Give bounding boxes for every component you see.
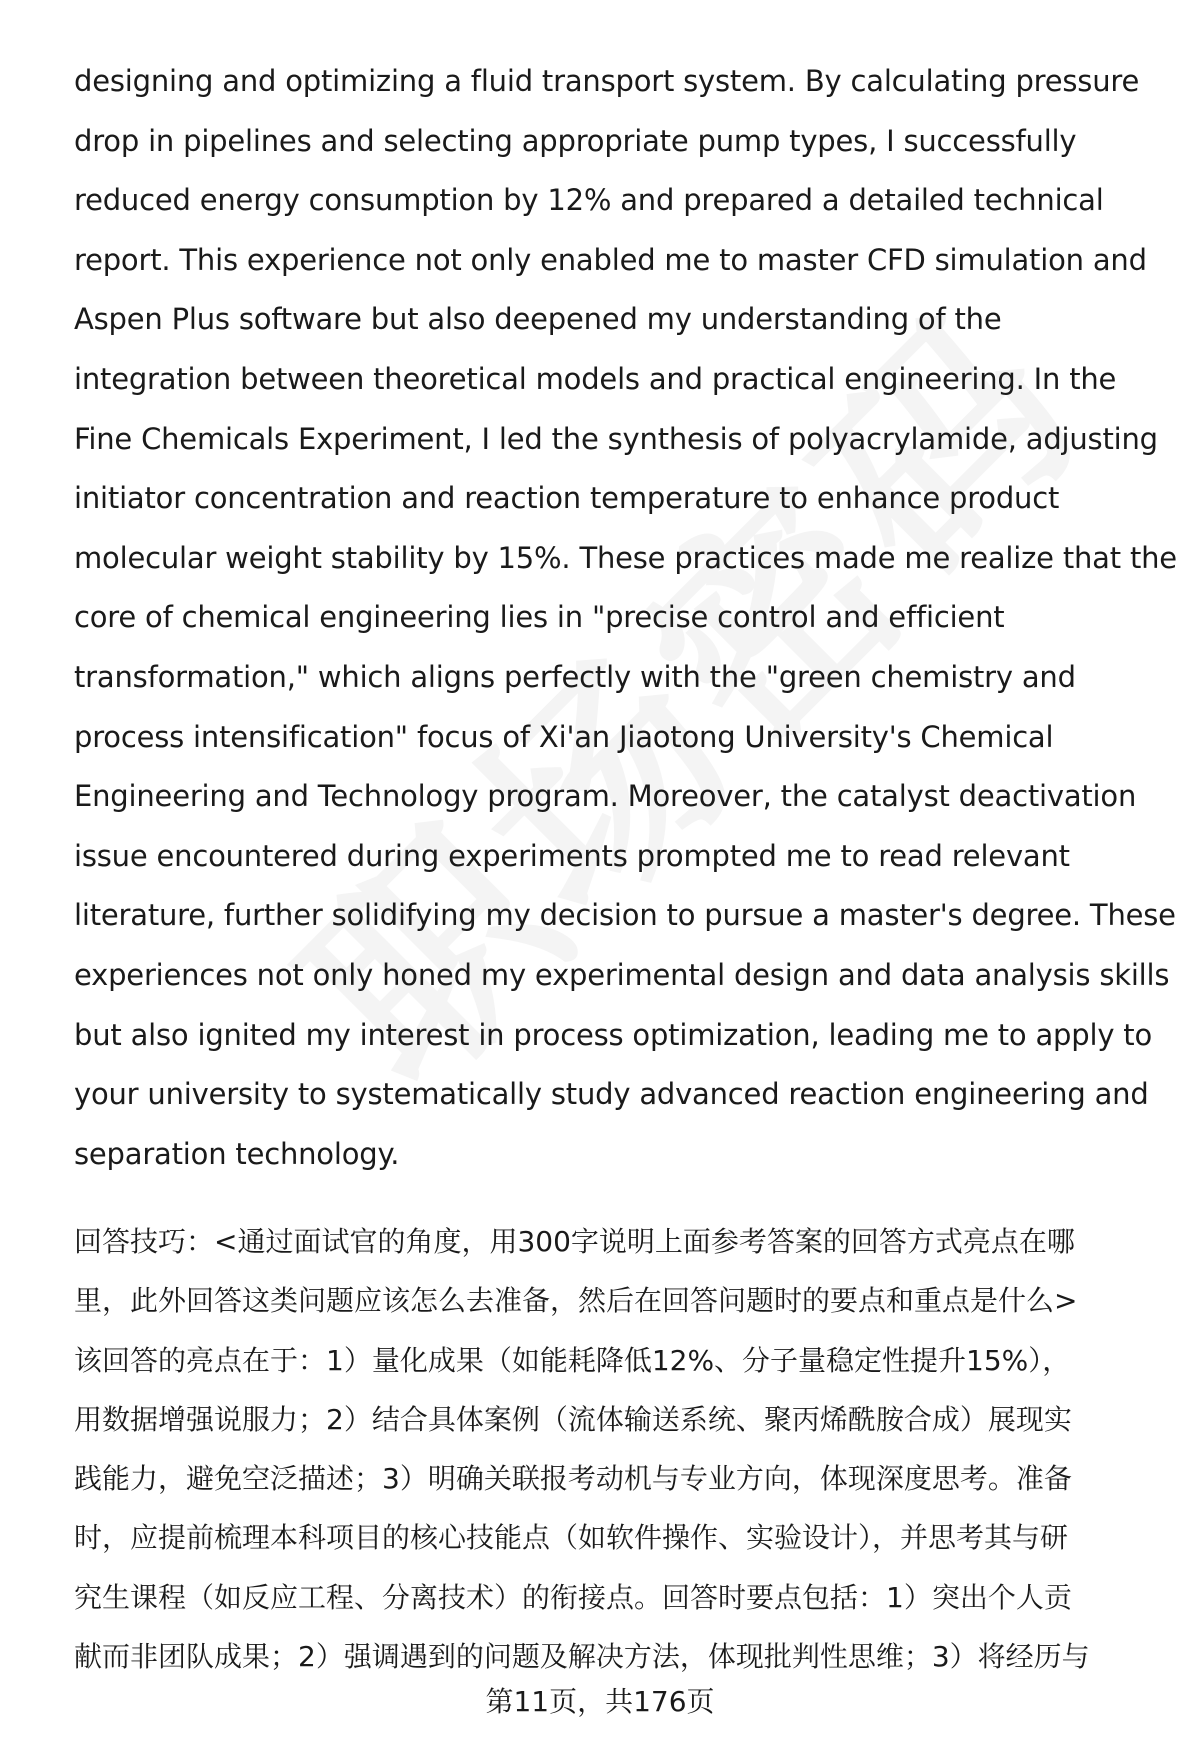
paragraph-line: drop in pipelines and selecting appropriate pump types, I successfully — [74, 123, 1077, 158]
paragraph-line: report. This experience not only enabled me to master CFD simulation and — [74, 242, 1147, 277]
paragraph-line: but also ignited my interest in process optimization, leading me to apply to — [74, 1017, 1153, 1052]
page-body — [74, 52, 1177, 1686]
english-paragraph — [74, 52, 1177, 1184]
tips-line: 究生课程（如反应工程、分离技术）的衔接点。回答时要点包括：1）突出个人贡 — [74, 1580, 1072, 1614]
paragraph-line: Aspen Plus software but also deepened my understanding of the — [74, 302, 1002, 337]
paragraph-line: separation technology. — [74, 1136, 400, 1171]
paragraph-line: integration between theoretical models and practical engineering. In the — [74, 361, 1117, 396]
paragraph-line: designing and optimizing a fluid transport system. By calculating pressure — [74, 64, 1140, 98]
paragraph-line: experiences not only honed my experimental design and data analysis skills — [74, 957, 1170, 992]
page-number: 第11页，共176页 — [485, 1685, 715, 1718]
paragraph-line: transformation," which aligns perfectly with the "green chemistry and — [74, 659, 1076, 694]
tips-line: 献而非团队成果；2）强调遇到的问题及解决方法，体现批判性思维；3）将经历与 — [74, 1639, 1090, 1673]
tips-line: 时，应提前梳理本科项目的核心技能点（如软件操作、实验设计），并思考其与研 — [74, 1521, 1069, 1555]
paragraph-line: molecular weight stability by 15%. These practices made me realize that the — [74, 540, 1177, 575]
tips-line: 用数据增强说服力；2）结合具体案例（流体输送系统、聚丙烯酰胺合成）展现实 — [74, 1402, 1072, 1436]
tips-line: 回答技巧：<通过面试官的角度，用300字说明上面参考答案的回答方式亮点在哪 — [74, 1225, 1075, 1259]
tips-line: 该回答的亮点在于：1）量化成果（如能耗降低12%、分子量稳定性提升15%）， — [74, 1343, 1071, 1377]
paragraph-gap — [74, 1184, 1154, 1212]
paragraph-line: process intensification" focus of Xi'an Jiaotong University's Chemical — [74, 719, 1054, 754]
paragraph-line: your university to systematically study advanced reaction engineering and — [74, 1077, 1149, 1112]
paragraph-line: reduced energy consumption by 12% and prepared a detailed technical — [74, 183, 1104, 218]
answer-tips-paragraph — [74, 1212, 1154, 1686]
paragraph-line: initiator concentration and reaction temperature to enhance product — [74, 481, 1060, 516]
tips-line: 践能力，避免空泛描述；3）明确关联报考动机与专业方向，体现深度思考。准备 — [74, 1462, 1072, 1496]
tips-line: 里，此外回答这类问题应该怎么去准备，然后在回答问题时的要点和重点是什么> — [74, 1284, 1078, 1318]
paragraph-line: Engineering and Technology program. Moreover, the catalyst deactivation — [74, 779, 1137, 814]
paragraph-line: literature, further solidifying my decision to pursue a master's degree. These — [74, 898, 1176, 933]
paragraph-line: Fine Chemicals Experiment, I led the synthesis of polyacrylamide, adjusting — [74, 421, 1158, 456]
paragraph-line: issue encountered during experiments prompted me to read relevant — [74, 838, 1070, 873]
paragraph-line: core of chemical engineering lies in "precise control and efficient — [74, 600, 1005, 635]
